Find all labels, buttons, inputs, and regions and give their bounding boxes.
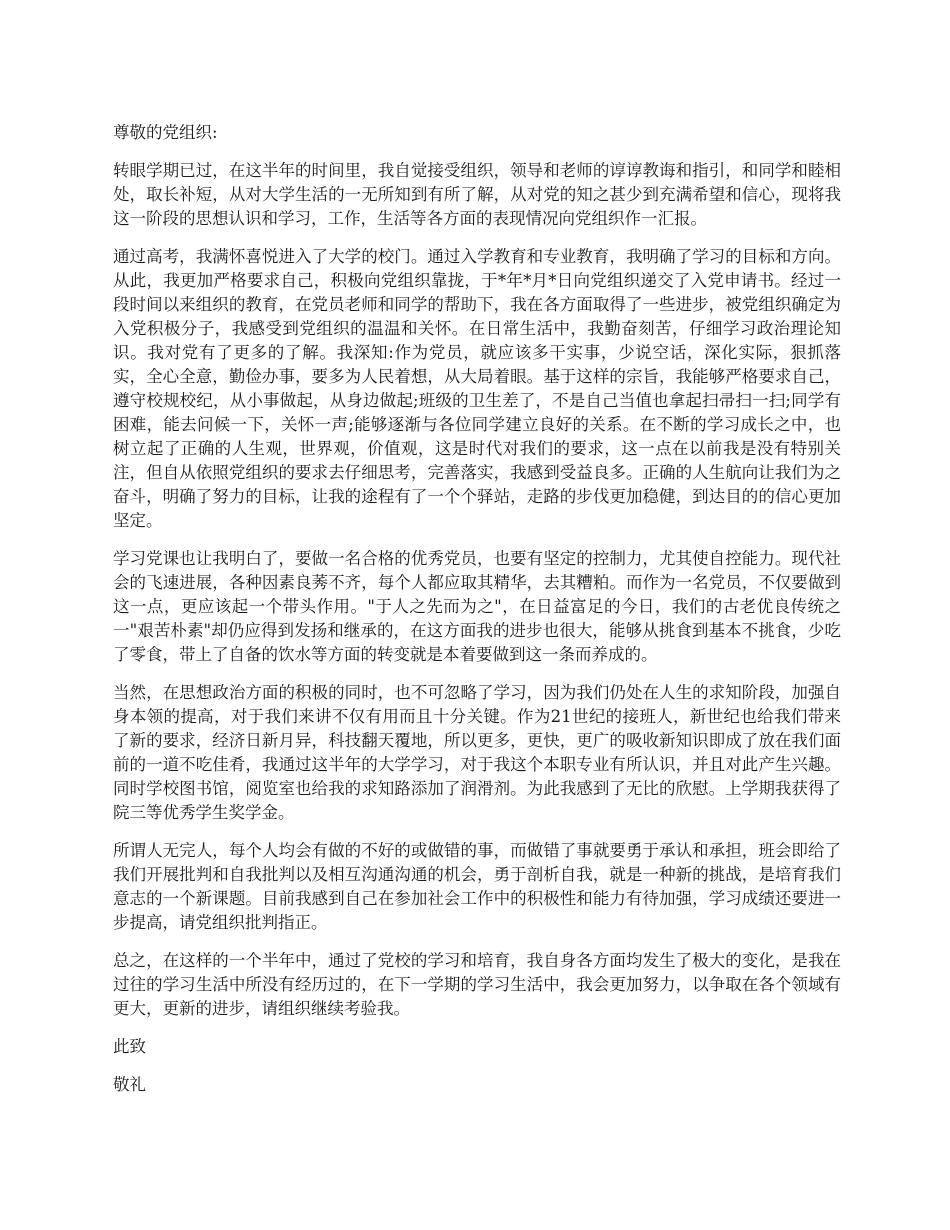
paragraph-6: 总之，在这样的一个半年中，通过了党校的学习和培育，我自身各方面均发生了极大的变化，是我在过往的学习生活中所没有经历过的，在下一学期的学习生活中，我会更加努力，以争取在各个领域有更大，更新的进步，请组织继续考验我。 (113, 951, 841, 1018)
paragraph-3: 学习党课也让我明白了，要做一名合格的优秀党员，也要有坚定的控制力，尤其使自控能力。现代社会的飞速进展，各种因素良莠不齐，每个人都应取其精华，去其糟粕。而作为一名党员，不仅要做到这一点，更应该起一个带头作用。"于人之先而为之"，在日益富足的今日，我们的古老优良传统之一"艰苦朴素"却仍应得到发扬和继承的，在这方面我的进步也很大，能够从挑食到基本不挑食，少吃了零食，带上了自备的饮水等方面的转变就是本着要做到这一条而养成的。 (113, 549, 841, 664)
paragraph-5: 所谓人无完人，每个人均会有做的不好的或做错的事，而做错了事就要勇于承认和承担，班会即给了我们开展批判和自我批判以及相互沟通沟通的机会，勇于剖析自我，就是一种新的挑战，是培育我们意志的一个新课题。目前我感到自己在参加社会工作中的积极性和能力有待加强，学习成绩还要进一步提高，请党组织批判指正。 (113, 841, 841, 932)
salutation: 尊敬的党组织: (113, 123, 218, 142)
closing-cizhi: 此致 (113, 1037, 146, 1056)
paragraph-1: 转眼学期已过，在这半年的时间里，我自觉接受组织，领导和老师的谆谆教诲和指引，和同学和睦相处，取长补短，从对大学生活的一无所知到有所了解，从对党的知之甚少到充满希望和信心，现将我这一阶段的思想认识和学习，工作，生活等各方面的表现情况向党组织作一汇报。 (113, 161, 841, 228)
closing-jingli: 敬礼 (113, 1075, 146, 1094)
paragraph-2: 通过高考，我满怀喜悦进入了大学的校门。通过入学教育和专业教育，我明确了学习的目标和方向。从此，我更加严格要求自己，积极向党组织靠拢，于*年*月*日向党组织递交了入党申请书。经过一段时间以来组织的教育，在党员老师和同学的帮助下，我在各方面取得了一些进步，被党组织确定为入党积极分子，我感受到党组织的温温和关怀。在日常生活中，我勤奋刻苦，仔细学习政治理论知识。我对党有了更多的了解。我深知:作为党员，就应该多干实事，少说空话，深化实际，狠抓落实，全心全意，勤俭办事，要多为人民着想，从大局着眼。基于这样的宗旨，我能够严格要求自己，遵守校规校纪，从小事做起，从身边做起;班级的卫生差了，不是自己当值也拿起扫帚扫一扫;同学有困难，能去问候一下，关怀一声;能够逐渐与各位同学建立良好的关系。在不断的学习成长之中，也树立起了正确的人生观，世界观，价值观，这是时代对我们的要求，这一点在以前我是没有特别关注，但自从依照党组织的要求去仔细思考，完善落实，我感到受益良多。正确的人生航向让我们为之奋斗，明确了努力的目标，让我的途程有了一个个驿站，走路的步伐更加稳健，到达目的的信心更加坚定。 (113, 247, 841, 530)
paragraph-4: 当然，在思想政治方面的积极的同时，也不可忽略了学习，因为我们仍处在人生的求知阶段，加强自身本领的提高，对于我们来讲不仅有用而且十分关键。作为21世纪的接班人，新世纪也给我们带来了新的要求，经济日新月异，科技翻天覆地，所以更多，更快，更广的吸收新知识即成了放在我们面前的一道不吃佳肴，我通过这半年的大学学习，对于我这个本职专业有所认识，并且对此产生兴趣。同时学校图书馆，阅览室也给我的求知路添加了润滑剂。为此我感到了无比的欣慰。上学期我获得了院三等优秀学生奖学金。 (113, 683, 841, 822)
letter-document (113, 121, 841, 1111)
